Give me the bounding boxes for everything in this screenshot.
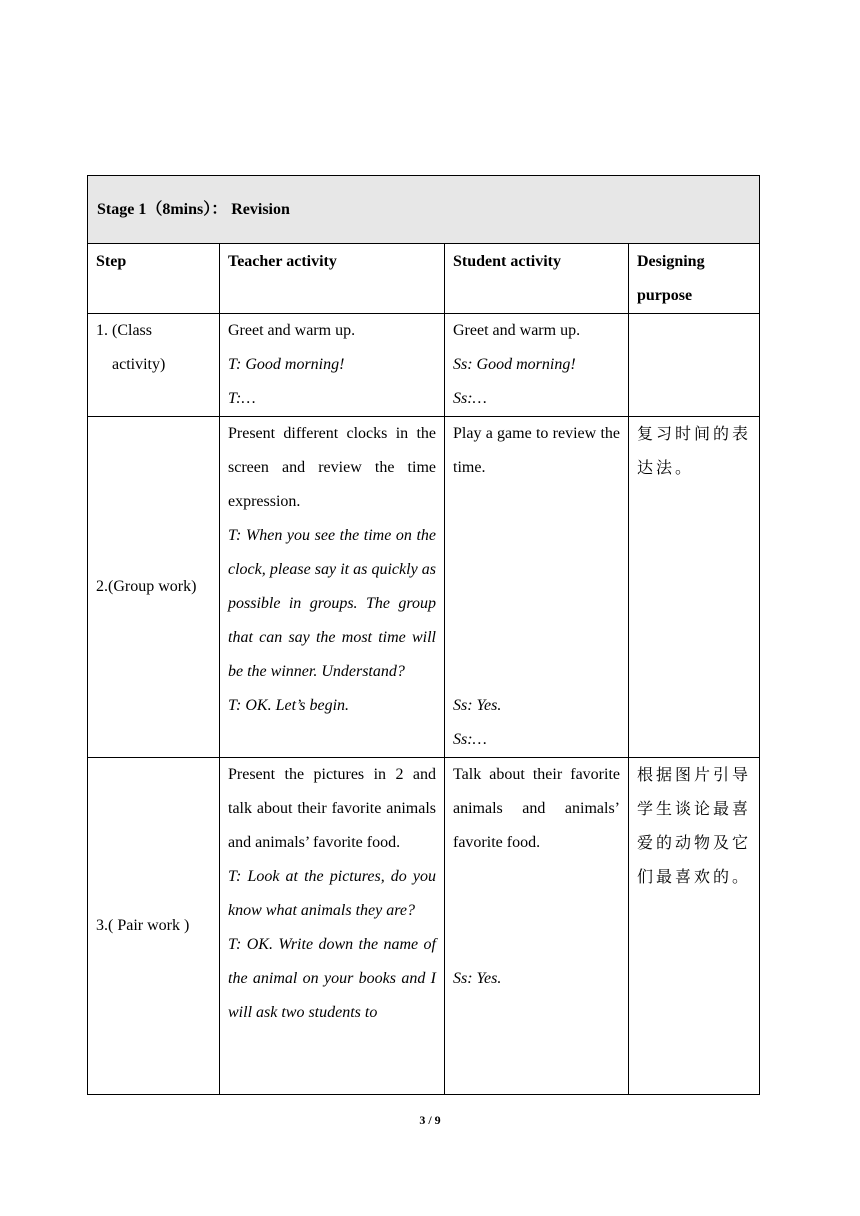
table-row — [88, 314, 760, 417]
teacher-activity-cell — [220, 758, 445, 1095]
teacher-activity-cell — [220, 314, 445, 417]
purpose-cell: 复习时间的表达法。 — [629, 417, 760, 758]
student-activity-cell — [445, 758, 629, 1095]
teacher-line: T:… — [228, 390, 256, 407]
header-student-activity: Student activity — [445, 244, 629, 314]
table-row — [88, 758, 760, 1095]
header-step: Step — [88, 244, 220, 314]
student-intro: Play a game to review the time. — [453, 425, 620, 476]
teacher-line: T: Good morning! — [228, 356, 345, 373]
step-label-cont: activity) — [112, 356, 166, 373]
lesson-plan-table — [87, 175, 760, 1095]
header-teacher-activity: Teacher activity — [220, 244, 445, 314]
student-reply: Ss:… — [453, 731, 487, 748]
student-activity-cell — [445, 417, 629, 758]
teacher-talk: T: When you see the time on the clock, please say it as quickly as possible in groups. The group that can say the most time will be the winner. Understand? — [228, 527, 436, 680]
header-designing-purpose: Designing purpose — [629, 244, 760, 314]
teacher-talk: T: OK. Let’s begin. — [228, 697, 350, 714]
table-row — [88, 417, 760, 758]
student-line: Greet and warm up. — [453, 322, 581, 339]
stage-title: Stage 1（8mins）： Revision — [88, 176, 760, 244]
teacher-talk: T: OK. Write down the name of the animal on your books and I will ask two students to — [228, 936, 436, 1021]
step-cell: 3.( Pair work ) — [88, 758, 220, 1095]
teacher-activity-cell — [220, 417, 445, 758]
teacher-intro: Present different clocks in the screen and review the time expression. — [228, 425, 436, 510]
student-intro: Talk about their favorite animals and animals’ favorite food. — [453, 766, 620, 851]
student-line: Ss:… — [453, 390, 487, 407]
purpose-cell: 根据图片引导学生谈论最喜爱的动物及它们最喜欢的。 — [629, 758, 760, 1095]
teacher-intro: Present the pictures in 2 and talk about their favorite animals and animals’ favorite food. — [228, 766, 436, 851]
student-activity-cell — [445, 314, 629, 417]
step-label: 1. (Class — [96, 322, 152, 339]
stage-header-row — [88, 176, 760, 244]
step-cell: 2.(Group work) — [88, 417, 220, 758]
student-reply: Ss: Yes. — [453, 970, 502, 987]
teacher-line: Greet and warm up. — [228, 322, 356, 339]
purpose-cell — [629, 314, 760, 417]
column-header-row — [88, 244, 760, 314]
page-number: 3 / 9 — [419, 1113, 441, 1127]
step-cell — [88, 314, 220, 417]
student-line: Ss: Good morning! — [453, 356, 576, 373]
student-reply: Ss: Yes. — [453, 697, 502, 714]
teacher-talk: T: Look at the pictures, do you know what animals they are? — [228, 868, 436, 919]
